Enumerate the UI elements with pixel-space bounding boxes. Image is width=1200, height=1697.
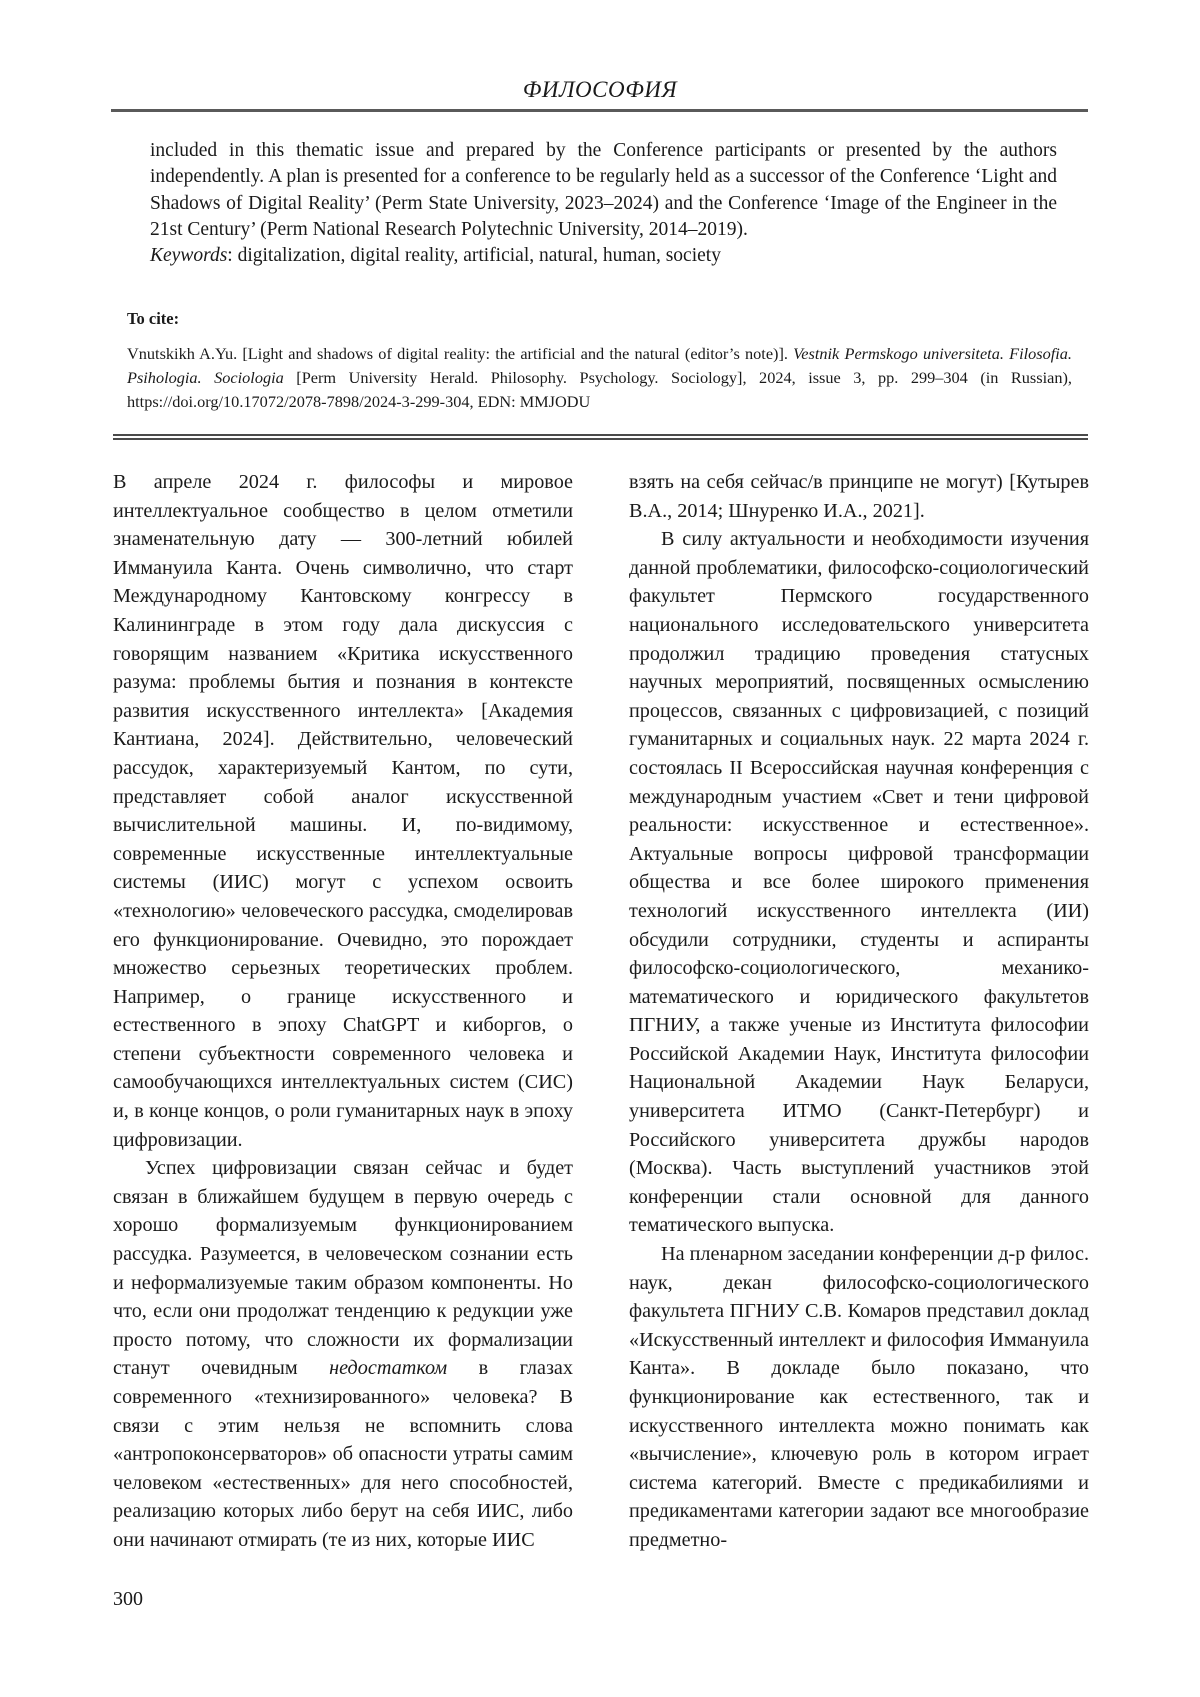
- emphasis-text: недостатком: [329, 1357, 448, 1380]
- paragraph-text: в глазах современного «технизированного» человека? В связи с этим нельзя не вспомнить слова «антропоконсерваторов» об опасности утраты самим человеком «естественных» для него способностей, реализацию которых либо берут на себя ИИС, либо они начинают отмирать (те из них, которые ИИС: [113, 1357, 573, 1551]
- keywords-label: Keywords: [150, 245, 228, 267]
- abstract: [150, 138, 1057, 269]
- paragraph: На пленарном заседании конференции д-р филос. наук, декан философско-социологического факультета ПГНИУ С.В. Комаров представил доклад «Искусственный интеллект и философия Иммануила Канта». В докладе было показано, что функционирование как естественного, так и искусственного интеллекта можно понимать как «вычисление», ключевую роль в котором играет система категорий. Вместе с предикабилиями и предикаментами категории задают все многообразие предметно-: [629, 1243, 1089, 1551]
- page-number: 300: [113, 1588, 143, 1610]
- paragraph: взять на себя сейчас/в принципе не могут) [Кутырев В.А., 2014; Шнуренко И.А., 2021].: [629, 471, 1089, 522]
- keywords-line: [150, 243, 1057, 269]
- citation-text: [127, 342, 1072, 414]
- paragraph-text: Успех цифровизации связан сейчас и будет связан в ближайшем будущем в первую очередь с хорошо формализуемым функционированием рассудка. Разумеется, в человеческом сознании есть и неформализуемые таким образом компоненты. Но что, если они продолжат тенденцию к редукции уже просто потому, что сложности их формализации станут очевидным: [113, 1157, 573, 1380]
- citation-heading: To cite:: [127, 309, 180, 328]
- keywords-list: : digitalization, digital reality, artificial, natural, human, society: [227, 245, 721, 267]
- paragraph: [113, 1154, 573, 1554]
- paragraph: В апреле 2024 г. философы и мировое интеллектуальное сообщество в целом отметили знаменательную дату — 300-летний юбилей Иммануила Канта. Очень символично, что старт Международному Кантовскому конгрессу в Калининграде в этом году дала дискуссия с говорящим названием «Критика искусственного разума: проблемы бытия и познания в контексте развития искусственного интеллекта» [Академия Кантиана, 2024]. Действительно, человеческий рассудок, характеризуемый Кантом, по сути, представляет собой аналог искусственной вычислительной машины. И, по-видимому, современные искусственные интеллектуальные системы (ИИС) могут с успехом освоить «технологию» человеческого рассудка, смоделировав его функционирование. Очевидно, это порождает множество серьезных теоретических проблем. Например, о границе искусственного и естественного в эпоху ChatGPT и киборгов, о степени субъектности современного человека и самообучающихся интеллектуальных систем (СИС) и, в конце концов, о роли гуманитарных наук в эпоху цифровизации.: [113, 471, 573, 1151]
- section-title: ФИЛОСОФИЯ: [522, 77, 678, 102]
- citation-part2: [Perm University Herald. Philosophy. Psychology. Sociology], 2024, issue 3, pp. 299–304 (in Russian), https://doi.org/10.17072/2078-7898/2024-3-299-304, EDN: MMJODU: [127, 368, 1072, 411]
- body-column-right: [629, 468, 1089, 1555]
- abstract-text: included in this thematic issue and prepared by the Conference participants or presented by the authors independently. A plan is presented for a conference to be regularly held as a successor of the Conference ‘Light and Shadows of Digital Reality’ (Perm State University, 2023–2024) and the Conference ‘Image of the Engineer in the 21st Century’ (Perm National Research Polytechnic University, 2014–2019).: [150, 140, 1057, 240]
- section-double-rule: [113, 434, 1088, 440]
- paragraph: В силу актуальности и необходимости изучения данной проблематики, философско-социологический факультет Пермского государственного национального исследовательского университета продолжил традицию проведения статусных научных мероприятий, посвященных осмыслению процессов, связанных с цифровизацией, с позиций гуманитарных и социальных наук. 22 марта 2024 г. состоялась II Всероссийская научная конференция с международным участием «Свет и тени цифровой реальности: искусственное и естественное». Актуальные вопросы цифровой трансформации общества и все более широкого применения технологий искусственного интеллекта (ИИ) обсудили сотрудники, студенты и аспиранты философско-социологического, механико-математического и юридического факультетов ПГНИУ, а также ученые из Института философии Российской Академии Наук, Института философии Национальной Академии Наук Беларуси, университета ИТМО (Санкт-Петербург) и Российского университета дружбы народов (Москва). Часть выступлений участников этой конференции стали основной для данного тематического выпуска.: [629, 528, 1089, 1237]
- citation-journal: Vestnik Permskogo universiteta. Filosofia. Psihologia. Sociologia: [127, 344, 1072, 387]
- body-column-left: [113, 468, 573, 1555]
- header-rule: [111, 109, 1088, 112]
- citation-part1: Vnutskikh A.Yu. [Light and shadows of digital reality: the artificial and the natural (editor’s note)].: [127, 344, 794, 363]
